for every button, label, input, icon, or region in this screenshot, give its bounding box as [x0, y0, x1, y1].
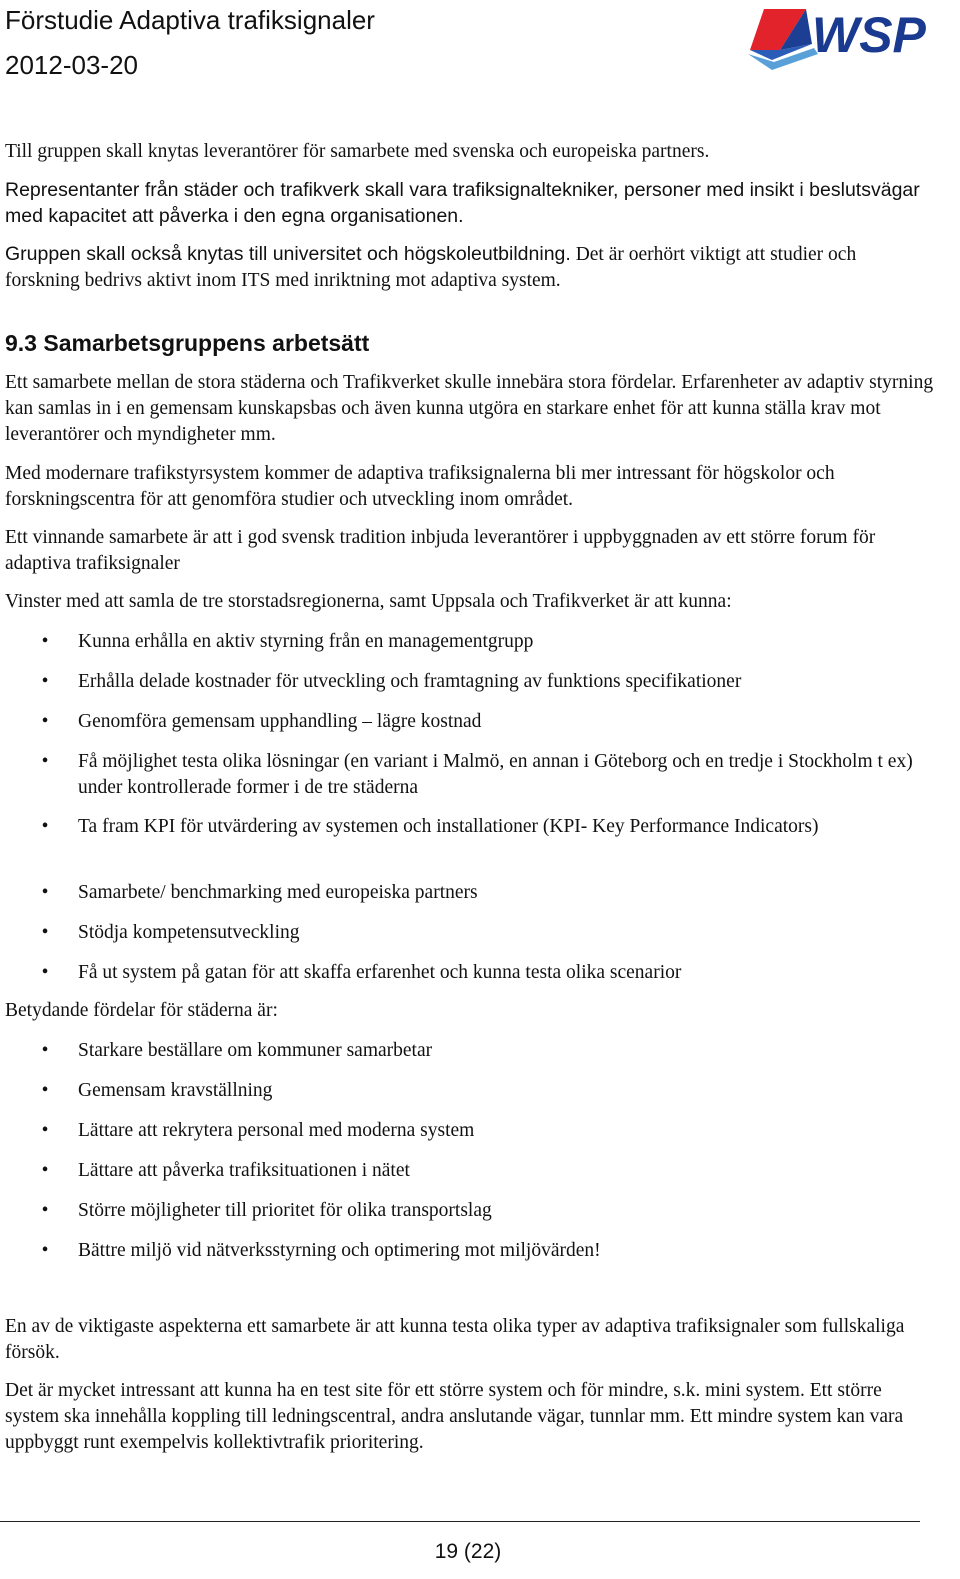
- wsp-logo-mark: [748, 9, 818, 70]
- paragraph-universities-lead: Gruppen skall också knytas till universitet och högskoleutbildning.: [5, 243, 571, 265]
- bullet-icon: •: [41, 671, 49, 692]
- paragraph-test-site: Det är mycket intressant att kunna ha en test site för ett större system och för mindre, s.k. mini system. Ett större system ska innehålla koppling till ledningscentral, andra anslutande vägar, tunnlar mm. Ett mindre system kan vara uppbyggt runt exempelvis kollektivtrafik prioritering.: [5, 1380, 904, 1453]
- list-item-text: Lättare att påverka trafiksituationen i nätet: [78, 1160, 410, 1181]
- list-item: [40, 880, 920, 906]
- list-item: [40, 709, 920, 735]
- bullet-icon: •: [41, 816, 49, 837]
- page-number: 19 (22): [434, 1540, 502, 1563]
- paragraph-modern-systems: Med modernare trafikstyrsystem kommer de adaptiva trafiksignalerna bli mer intressant för högskolor och forskningscentra för att genomföra studier och utveckling inom området.: [5, 463, 835, 510]
- list-item-text: Erhålla delade kostnader för utveckling och framtagning av funktions specifikationer: [78, 671, 742, 692]
- list-item-text: Kunna erhålla en aktiv styrning från en managementgrupp: [78, 631, 534, 652]
- bullet-icon: •: [41, 711, 49, 732]
- paragraph-gains-intro: Vinster med att samla de tre storstadsregionerna, samt Uppsala och Trafikverket är att kunna:: [5, 591, 732, 612]
- list-item-text: Få ut system på gatan för att skaffa erfarenhet och kunna testa olika scenarior: [78, 962, 682, 983]
- document-title: Förstudie Adaptiva trafiksignaler: [5, 5, 375, 35]
- list-item: [40, 1158, 920, 1184]
- paragraph-benefits-intro: Betydande fördelar för städerna är:: [5, 1000, 278, 1021]
- list-item: [40, 749, 920, 801]
- list-item-text: Genomföra gemensam upphandling – lägre kostnad: [78, 711, 482, 732]
- bullet-icon: •: [41, 1160, 49, 1181]
- bullet-icon: •: [41, 1080, 49, 1101]
- wsp-logo: [744, 4, 954, 72]
- paragraph-suppliers: Till gruppen skall knytas leverantörer för samarbete med svenska och europeiska partners.: [5, 141, 710, 162]
- list-item-text: Samarbete/ benchmarking med europeiska partners: [78, 882, 478, 903]
- section-heading: 9.3 Samarbetsgruppens arbetsätt: [5, 330, 370, 356]
- list-item: [40, 669, 920, 695]
- list-item-text: Starkare beställare om kommuner samarbetar: [78, 1040, 433, 1061]
- bullet-icon: •: [41, 631, 49, 652]
- bullet-icon: •: [41, 1240, 49, 1261]
- list-item: [40, 920, 920, 946]
- list-item: [40, 629, 920, 655]
- bullet-icon: •: [41, 882, 49, 903]
- bullet-icon: •: [41, 1200, 49, 1221]
- list-item-text: Stödja kompetensutveckling: [78, 922, 300, 943]
- paragraph-winning-collaboration: Ett vinnande samarbete är att i god svensk tradition inbjuda leverantörer i uppbyggnaden av ett större forum för adaptiva trafiksignaler: [5, 527, 876, 574]
- list-item: [40, 814, 920, 840]
- bullet-icon: •: [41, 1120, 49, 1141]
- list-item: [40, 1118, 920, 1144]
- list-item: [40, 960, 920, 986]
- paragraph-universities-rest: Det är oerhört viktigt att studier och forskning bedrivs aktivt inom ITS med inriktning mot adaptiva system.: [5, 244, 857, 291]
- document-date: 2012-03-20: [5, 50, 138, 80]
- footer-divider: [0, 1521, 920, 1522]
- bullet-icon: •: [41, 1040, 49, 1061]
- list-item-text: Ta fram KPI för utvärdering av systemen och installationer (KPI- Key Performance Indicators): [78, 816, 819, 837]
- list-item-text: Lättare att rekrytera personal med moderna system: [78, 1120, 475, 1141]
- list-item: [40, 1198, 920, 1224]
- bullet-icon: •: [41, 922, 49, 943]
- list-item-text: Gemensam kravställning: [78, 1080, 273, 1101]
- list-item-text: Större möjligheter till prioritet för olika transportslag: [78, 1200, 492, 1221]
- bullet-icon: •: [41, 751, 49, 772]
- list-item: [40, 1038, 920, 1064]
- paragraph-universities: [5, 241, 935, 294]
- paragraph-representatives: Representanter från städer och trafikverk skall vara trafiksignaltekniker, personer med insikt i beslutsvägar med kapacitet att påverka i den egna organisationen.: [5, 179, 920, 227]
- paragraph-collaboration: Ett samarbete mellan de stora städerna och Trafikverket skulle innebära stora fördelar. Erfarenheter av adaptiv styrning kan samlas in i en gemensam kunskapsbas och även kunna utgöra en starkare enhet för att kunna ställa krav mot leverantörer och myndigheter mm.: [5, 372, 934, 445]
- list-item-text: Bättre miljö vid nätverksstyrning och optimering mot miljövärden!: [78, 1240, 601, 1261]
- list-item: [40, 1238, 920, 1264]
- paragraph-full-scale-tests: En av de viktigaste aspekterna ett samarbete är att kunna testa olika typer av adaptiva trafiksignaler som fullskaliga försök.: [5, 1316, 905, 1363]
- list-item: [40, 1078, 920, 1104]
- bullet-icon: •: [41, 962, 49, 983]
- wsp-logo-text: WSP: [812, 7, 926, 63]
- list-item-text: Få möjlighet testa olika lösningar (en variant i Malmö, en annan i Göteborg och en tredje i Stockholm t ex) under kontrollerade former i de tre städerna: [78, 751, 913, 798]
